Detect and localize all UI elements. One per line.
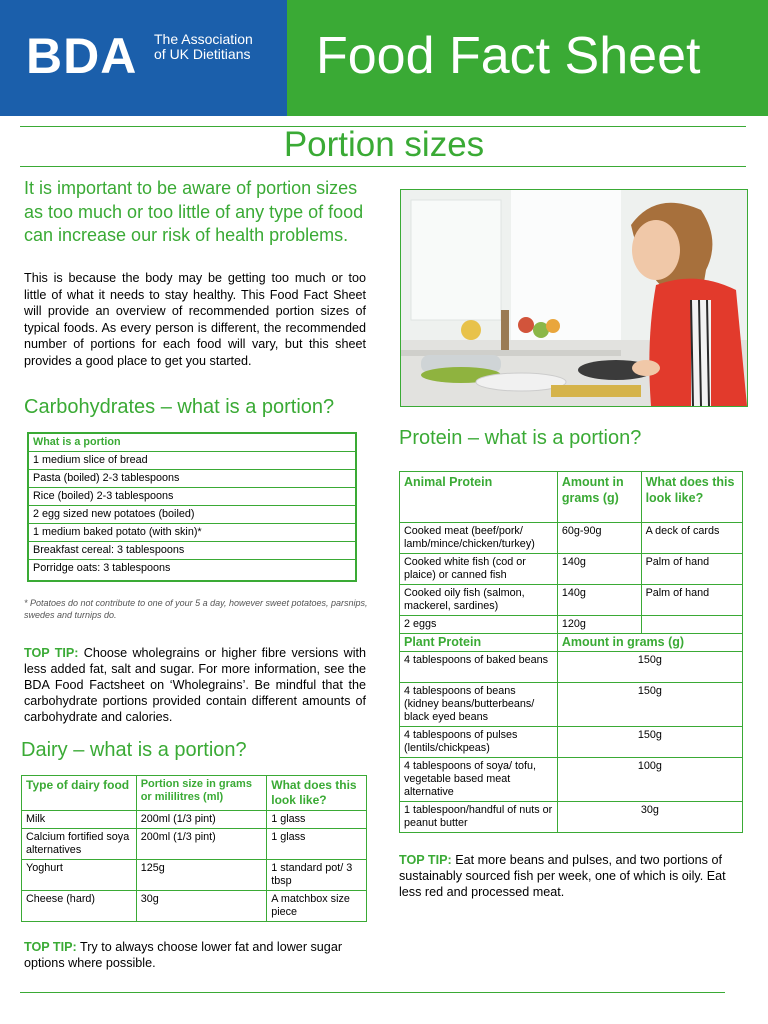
dairy-cell: Milk [22, 811, 137, 829]
dairy-heading: Dairy – what is a portion? [21, 739, 247, 761]
table-row [22, 811, 367, 829]
dairy-cell: 125g [136, 860, 267, 891]
dairy-cell: A matchbox size piece [267, 891, 367, 922]
fact-sheet-title: Food Fact Sheet [316, 27, 701, 85]
table-row [22, 829, 367, 860]
protein-cell: Cooked meat (beef/pork/ lamb/mince/chicken/turkey) [400, 523, 558, 554]
animal-header: Animal Protein [400, 472, 558, 523]
protein-cell: 150g [557, 652, 742, 683]
dairy-top-tip [24, 939, 366, 971]
table-row [400, 585, 743, 616]
tip-text: Choose wholegrains or higher fibre versions with less added fat, salt and sugar. For more information, see the BDA Food Factsheet on ‘Wholegrains’. Be mindful that the carbohydrate portions provided contain different amounts of carbohydrate and calories. [24, 646, 367, 724]
carbs-cell: Pasta (boiled) 2-3 tablespoons [28, 470, 356, 488]
dairy-cell: 30g [136, 891, 267, 922]
carbs-table-header: What is a portion [28, 433, 356, 452]
dairy-cell: 200ml (1/3 pint) [136, 829, 267, 860]
table-row [400, 727, 743, 758]
protein-cell: 60g-90g [557, 523, 641, 554]
protein-cell: 4 tablespoons of soya/ tofu, vegetable based meat alternative [400, 758, 558, 802]
protein-cell: 120g [557, 616, 641, 634]
protein-cell [641, 616, 742, 634]
dairy-cell: 1 standard pot/ 3 tbsp [267, 860, 367, 891]
org-line-2: of UK Dietitians [154, 46, 251, 62]
dairy-cell: Cheese (hard) [22, 891, 137, 922]
amount-header: Amount in grams (g) [557, 472, 641, 523]
protein-cell: 4 tablespoons of pulses (lentils/chickpeas) [400, 727, 558, 758]
table-row [28, 452, 356, 470]
table-row [22, 860, 367, 891]
body-text: This is because the body may be getting too much or too little of what it needs to stay healthy. This Food Fact Sheet will provide an overview of recommended portion sizes of typical foods. As every person is different, the recommended number of portions for each food will vary, but this sheet provides a good place to get you started. [24, 271, 366, 368]
carbs-cell: Porridge oats: 3 tablespoons [28, 560, 356, 582]
tip-text: Eat more beans and pulses, and two portions of sustainably sourced fish per week, one of which is oily. Eat less red and processed meat. [399, 853, 726, 899]
bda-logo: BDA [26, 28, 138, 84]
protein-cell: 150g [557, 683, 742, 727]
dairy-cell: 1 glass [267, 811, 367, 829]
protein-heading: Protein – what is a portion? [399, 427, 642, 449]
protein-cell: Cooked white fish (cod or plaice) or canned fish [400, 554, 558, 585]
dairy-header-type: Type of dairy food [22, 776, 137, 811]
page-title: Portion sizes [283, 125, 485, 164]
carbs-cell: 1 medium baked potato (with skin)* [28, 524, 356, 542]
potato-footnote: * Potatoes do not contribute to one of your 5 a day, however sweet potatoes, parsnips, swedes and turnips do. [24, 598, 368, 620]
table-row [22, 891, 367, 922]
table-row [400, 523, 743, 554]
protein-cell: Palm of hand [641, 554, 742, 585]
tip-text: Try to always choose lower fat and lower sugar options where possible. [24, 940, 343, 970]
protein-top-tip [399, 852, 747, 900]
footer-rule [20, 992, 725, 993]
protein-cell: A deck of cards [641, 523, 742, 554]
woman-cooking-photo [400, 189, 748, 407]
plant-amount-header: Amount in grams (g) [557, 634, 742, 652]
table-row [28, 542, 356, 560]
tip-label: TOP TIP: [24, 940, 77, 954]
dairy-cell: Yoghurt [22, 860, 137, 891]
protein-cell: 30g [557, 802, 742, 833]
org-line-1: The Association [154, 31, 253, 47]
carbs-heading: Carbohydrates – what is a portion? [24, 396, 335, 418]
dairy-table [21, 775, 367, 922]
protein-cell: 2 eggs [400, 616, 558, 634]
protein-cell: 4 tablespoons of baked beans [400, 652, 558, 683]
dairy-cell: Calcium fortified soya alternatives [22, 829, 137, 860]
protein-cell: Palm of hand [641, 585, 742, 616]
tip-label: TOP TIP: [399, 853, 452, 867]
intro-text: It is important to be aware of portion sizes as too much or too little of any type of food can increase our risk of health problems. [24, 178, 364, 245]
table-row [28, 524, 356, 542]
dairy-header-look: What does this look like? [267, 776, 367, 811]
table-row [400, 802, 743, 833]
plant-header: Plant Protein [400, 634, 558, 652]
dairy-cell: 1 glass [267, 829, 367, 860]
carbs-cell: Breakfast cereal: 3 tablespoons [28, 542, 356, 560]
carbs-cell: Rice (boiled) 2-3 tablespoons [28, 488, 356, 506]
carbs-cell: 1 medium slice of bread [28, 452, 356, 470]
table-row [400, 683, 743, 727]
table-row [400, 616, 743, 634]
org-name [154, 32, 253, 62]
table-row [400, 758, 743, 802]
protein-cell: 1 tablespoon/handful of nuts or peanut butter [400, 802, 558, 833]
table-row [400, 554, 743, 585]
carbs-top-tip [24, 645, 366, 725]
protein-cell: 150g [557, 727, 742, 758]
table-row [28, 560, 356, 582]
table-row [28, 488, 356, 506]
table-row [28, 470, 356, 488]
table-row [28, 506, 356, 524]
protein-cell: 140g [557, 554, 641, 585]
title-rule-bottom [20, 166, 746, 167]
dairy-cell: 200ml (1/3 pint) [136, 811, 267, 829]
table-row [400, 652, 743, 683]
carbs-cell: 2 egg sized new potatoes (boiled) [28, 506, 356, 524]
protein-cell: Cooked oily fish (salmon, mackerel, sardines) [400, 585, 558, 616]
protein-cell: 140g [557, 585, 641, 616]
look-header: What does this look like? [641, 472, 742, 523]
carbs-table [27, 432, 357, 582]
protein-cell: 4 tablespoons of beans (kidney beans/butterbeans/ black eyed beans [400, 683, 558, 727]
dairy-header-portion: Portion size in grams or mililitres (ml) [136, 776, 267, 811]
tip-label: TOP TIP: [24, 646, 79, 660]
protein-cell: 100g [557, 758, 742, 802]
photo-illustration [401, 190, 747, 406]
protein-table [399, 471, 743, 833]
